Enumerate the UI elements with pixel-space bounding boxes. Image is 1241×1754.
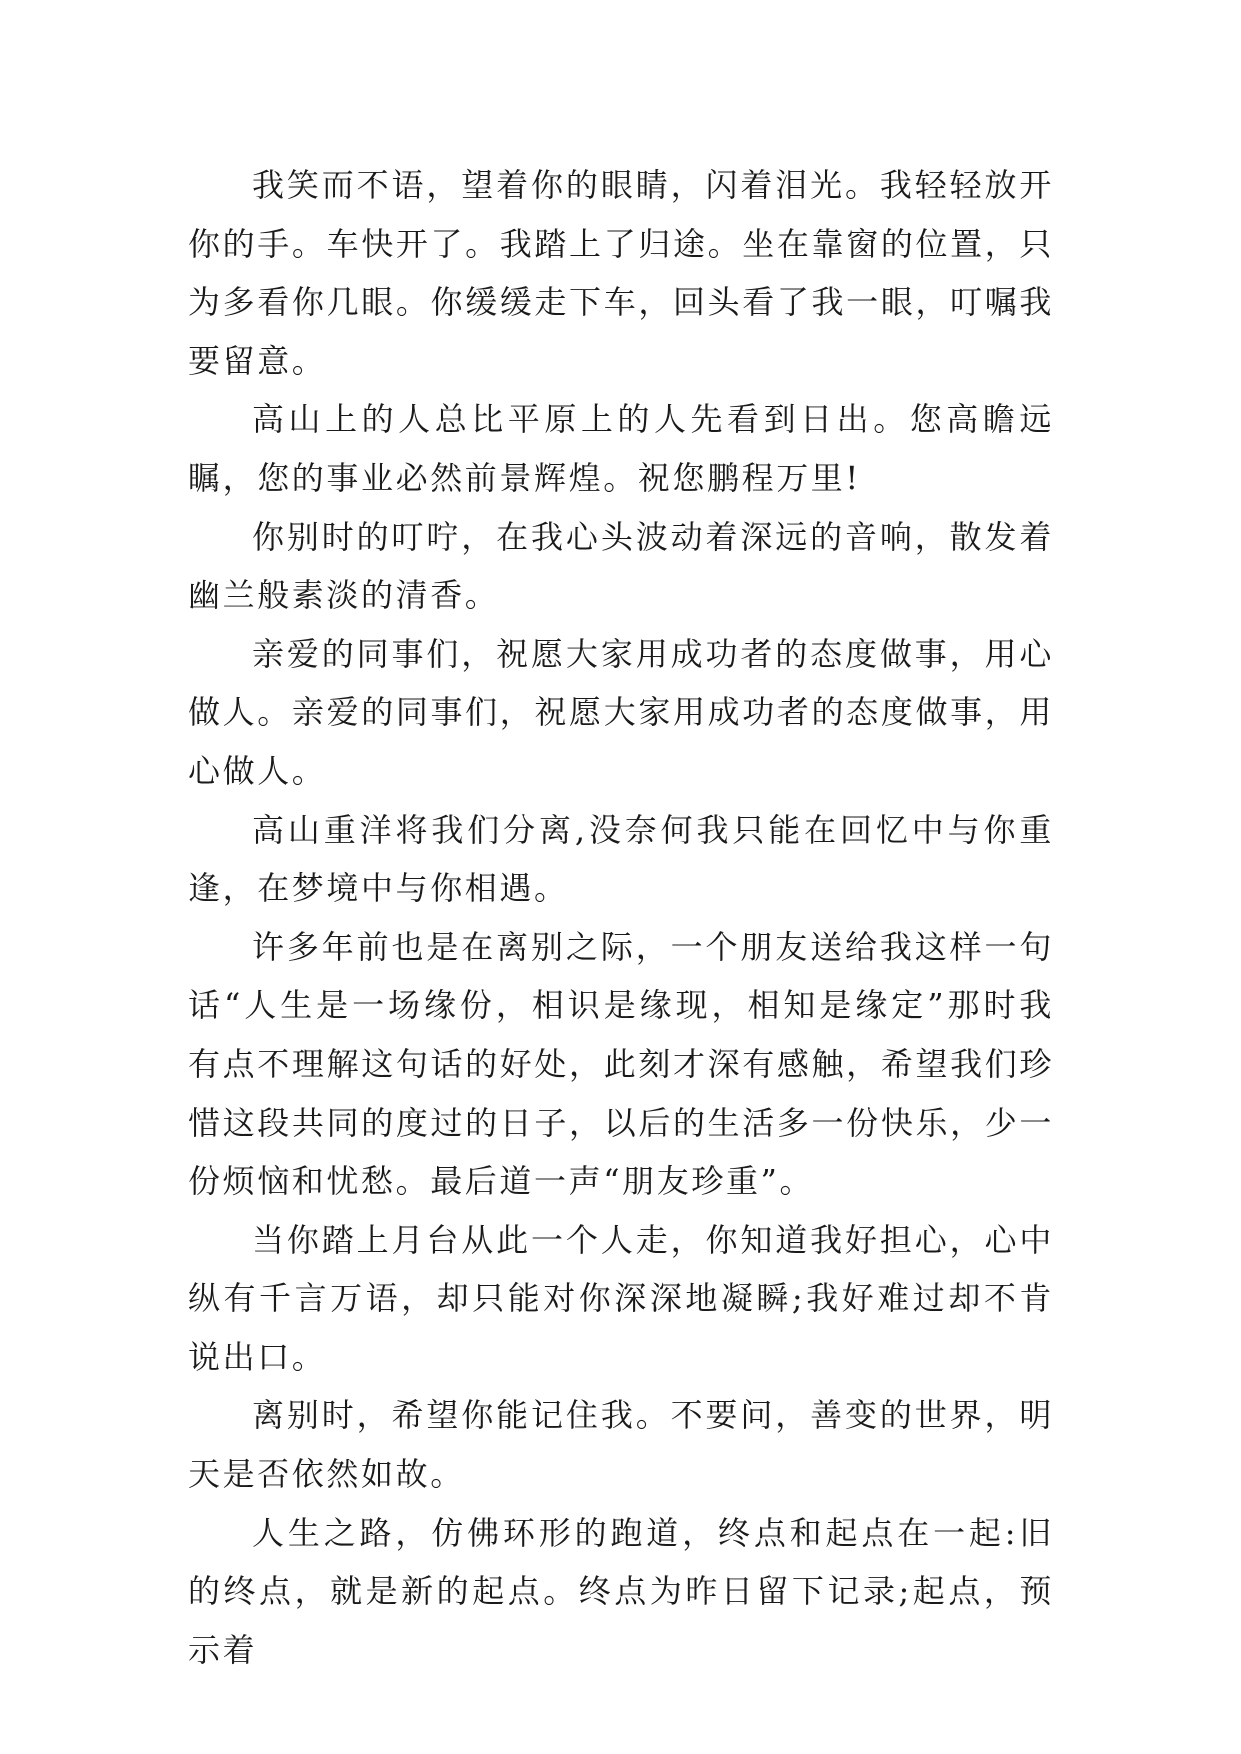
paragraph-2: 高山上的人总比平原上的人先看到日出。您高瞻远瞩，您的事业必然前景辉煌。祝您鹏程万里!: [188, 400, 1054, 497]
paragraph-9: 人生之路，仿佛环形的跑道，终点和起点在一起:旧的终点，就是新的起点。终点为昨日留下记录;起点，预示着: [188, 1513, 1054, 1669]
paragraph-3: 你别时的叮咛，在我心头波动着深远的音响，散发着幽兰般素淡的清香。: [188, 517, 1054, 615]
paragraph-6: 许多年前也是在离别之际，一个朋友送给我这样一句话“人生是一场缘份，相识是缘现，相知是缘定”那时我有点不理解这句话的好处，此刻才深有感触，希望我们珍惜这段共同的度过的日子，以后的生活多一份快乐，少一份烦恼和忧愁。最后道一声“朋友珍重”。: [188, 927, 1054, 1201]
paragraph-4: 亲爱的同事们，祝愿大家用成功者的态度做事，用心做人。亲爱的同事们，祝愿大家用成功者的态度做事，用心做人。: [188, 634, 1054, 790]
paragraph-7: 当你踏上月台从此一个人走，你知道我好担心，心中纵有千言万语，却只能对你深深地凝瞬;我好难过却不肯说出口。: [188, 1220, 1054, 1376]
document-body: [188, 156, 1054, 1679]
paragraph-8: 离别时，希望你能记住我。不要问，善变的世界，明天是否依然如故。: [188, 1396, 1054, 1494]
paragraph-5: 高山重洋将我们分离,没奈何我只能在回忆中与你重逢，在梦境中与你相遇。: [188, 810, 1054, 908]
paragraph-1: 我笑而不语，望着你的眼睛，闪着泪光。我轻轻放开你的手。车快开了。我踏上了归途。坐在靠窗的位置，只为多看你几眼。你缓缓走下车，回头看了我一眼，叮嘱我要留意。: [188, 166, 1054, 380]
